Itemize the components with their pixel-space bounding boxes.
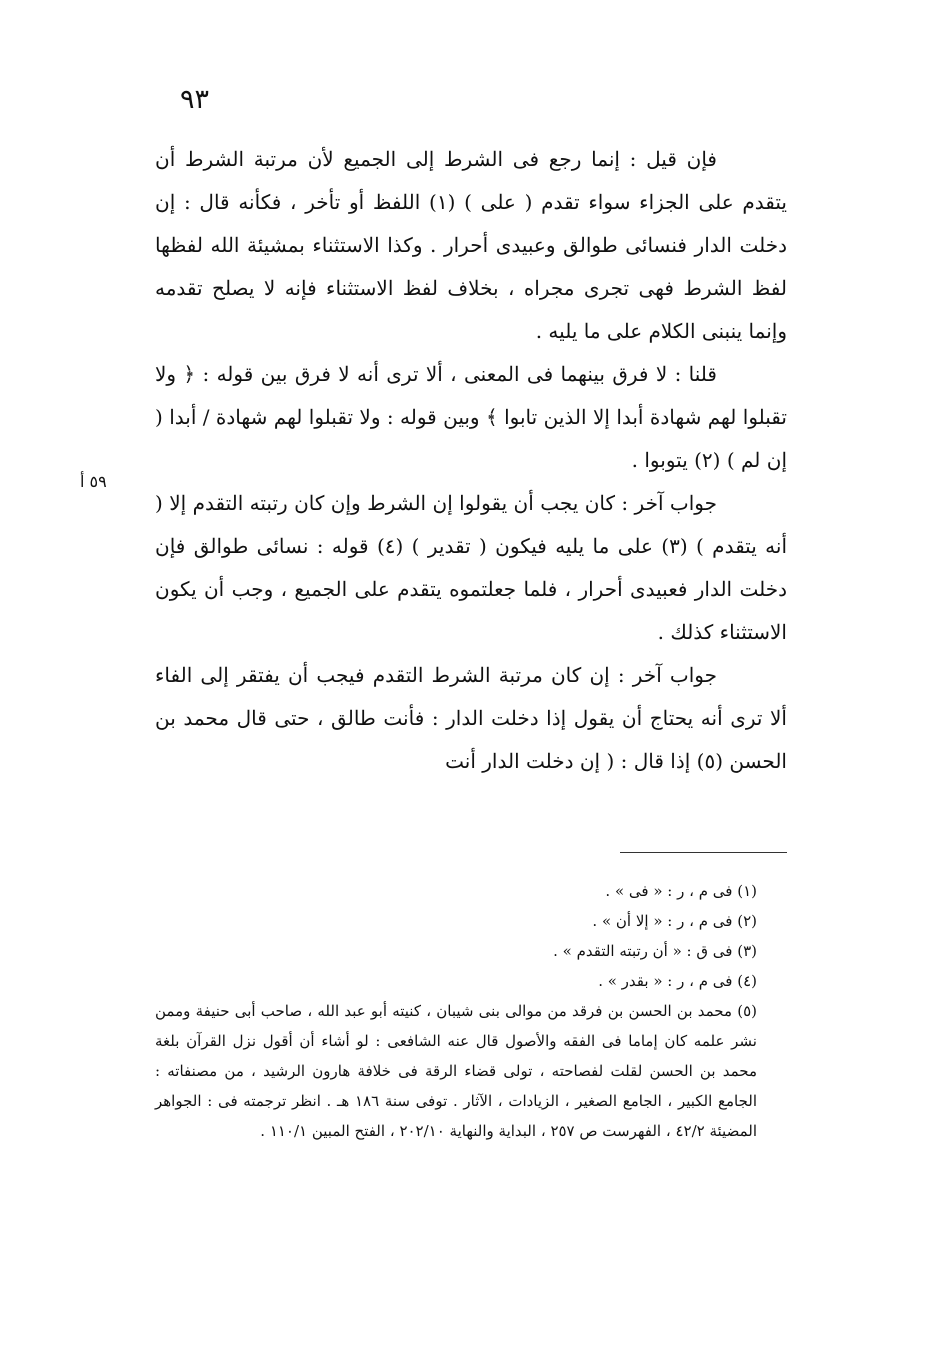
paragraph-2: قلنا : لا فرق بينهما فى المعنى ، ألا ترى أنه لا فرق بين قوله : ﴿ ولا تقبلوا لهم شهادة أبدا إلا الذين تابوا ﴾ وبين قوله : ولا تقبلوا لهم شهادة / أبدا ( إن لم ) (٢) يتوبوا .	[155, 362, 787, 472]
paragraph-1: فإن قيل : إنما رجع فى الشرط إلى الجميع لأن مرتبة الشرط أن يتقدم على الجزاء سواء تقدم ( على ) (١) اللفظ أو تأخر ، فكأنه قال : إن دخلت الدار فنسائى طوالق وعبيدى أحرار . وكذا الاستثناء بمشيئة الله لفظها لفظ الشرط فهى تجرى مجراه ، بخلاف لفظ الاستثناء فإنه لا يصلح تقدمه وإنما ينبنى الكلام على ما يليه .	[155, 147, 787, 343]
footnote-5: (٥) محمد بن الحسن بن فرقد من موالى بنى شيبان ، كنيته أبو عبد الله ، صاحب أبى حنيفة وممن نشر علمه كان إماما فى الفقه والأصول قال عنه الشافعى : لو أشاء أن أقول نزل القرآن بلغة محمد بن الحسن لقلت لفصاحته ، تولى قضاء الرقة فى خلافة هارون الرشيد ، من مصنفاته : الجامع الكبير ، الجامع الصغير ، الزيادات ، الآثار . توفى سنة ١٨٦ هـ . انظر ترجمته فى : الجواهر المضيئة ٤٢/٢ ، الفهرست ص ٢٥٧ ، البداية والنهاية ٢٠٢/١٠ ، الفتح المبين ١١٠/١ .	[155, 1002, 757, 1140]
footnotes	[155, 876, 787, 1146]
paragraph-4: جواب آخر : إن كان مرتبة الشرط التقدم فيجب أن يفتقر إلى الفاء ألا ترى أنه يحتاج أن يقول إذا دخلت الدار : فأنت طالق ، حتى قال محمد بن الحسن (٥) إذا قال : ( إن دخلت الدار أنت	[155, 663, 787, 773]
footnote-2: (٢) فى م ، ر : « إلا أن » .	[592, 912, 757, 930]
main-text	[155, 138, 787, 783]
footnote-1: (١) فى م ، ر : « فى » .	[605, 882, 757, 900]
footnote-3: (٣) فى ق : « أن رتبته التقدم » .	[553, 942, 757, 960]
paragraph-3: جواب آخر : كان يجب أن يقولوا إن الشرط وإن كان رتبته التقدم إلا ( أنه يتقدم ) (٣) على ما يليه فيكون ( تقدير ) (٤) قوله : نسائى طوالق فإن دخلت الدار فعبيدى أحرار ، فلما جعلتموه يتقدم على الجميع ، وجب أن يكون الاستثناء كذلك .	[155, 491, 787, 644]
page-number: ٩٣	[180, 84, 210, 115]
footnote-divider	[620, 852, 787, 853]
folio-margin-note: ٥٩ أ	[80, 472, 107, 491]
footnote-4: (٤) فى م ، ر : « بقدر » .	[598, 972, 757, 990]
